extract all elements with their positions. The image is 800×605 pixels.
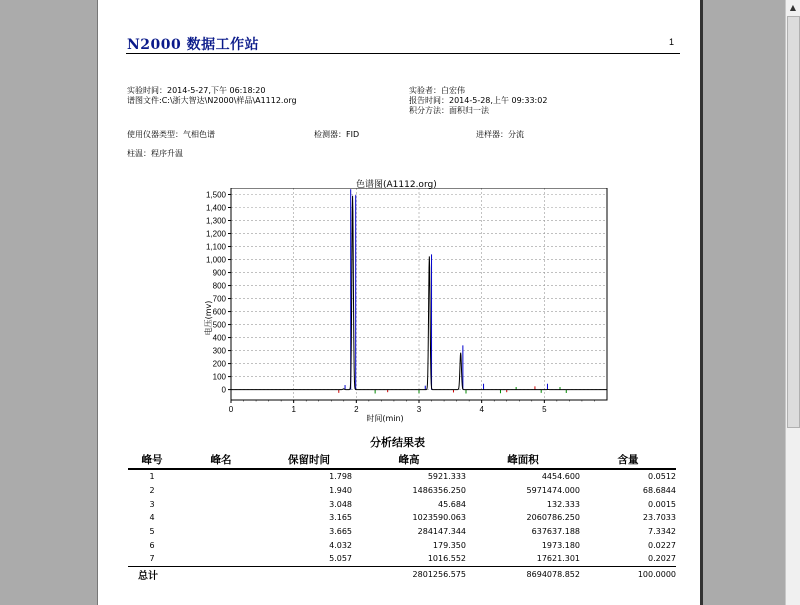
table-cell: 3.165: [329, 513, 352, 523]
table-cell: 5971474.000: [526, 486, 580, 496]
table-cell: 45.684: [438, 499, 466, 509]
table-cell: [176, 469, 266, 484]
table-cell: 7.3342: [648, 527, 676, 537]
table-cell: 3.048: [329, 499, 352, 509]
table-cell: 4: [149, 513, 155, 523]
results-table: [128, 451, 676, 582]
table-cell: [176, 484, 266, 498]
column-header: 含量: [580, 451, 676, 469]
table-cell: 637637.188: [531, 527, 580, 537]
instrument-type: 使用仪器类型：气相色谱: [127, 130, 215, 139]
y-tick-label: 1,100: [205, 242, 226, 252]
table-cell: 284147.344: [417, 527, 466, 537]
y-tick-label: 900: [212, 268, 226, 278]
table-cell: 5.057: [329, 554, 352, 564]
table-cell: 4.032: [329, 540, 352, 550]
x-tick-label: 0: [228, 405, 234, 414]
table-cell: [176, 497, 266, 511]
table-cell: 68.6844: [642, 486, 676, 496]
y-tick-label: 1,000: [205, 255, 226, 265]
report-page: [97, 0, 701, 605]
y-tick-label: 1,300: [205, 216, 226, 226]
chart-grid: [231, 188, 607, 400]
column-header: 保留时间: [266, 451, 352, 469]
table-cell: 6: [149, 540, 155, 550]
y-axis-label: 电压(mv): [204, 300, 213, 336]
header-divider: [126, 53, 680, 54]
x-tick-label: 3: [416, 405, 422, 414]
integration-method: 积分方法：面积归一法: [409, 106, 489, 115]
table-cell: 23.7033: [642, 513, 676, 523]
table-cell: 2060786.250: [526, 513, 580, 523]
total-cell: [266, 566, 352, 582]
table-cell: 179.350: [432, 540, 466, 550]
y-axis-ticks: [206, 191, 231, 395]
chromatogram-chart: [197, 188, 617, 428]
y-tick-label: 700: [212, 294, 226, 304]
table-cell: [176, 511, 266, 525]
column-temp: 柱温：程序升温: [127, 149, 183, 158]
table-cell: [176, 538, 266, 552]
table-cell: 1973.180: [541, 540, 580, 550]
y-tick-label: 1,400: [205, 203, 226, 213]
y-tick-label: 800: [212, 281, 226, 291]
table-cell: 1023590.063: [412, 513, 466, 523]
exp-time: 实验时间：2014-5-27,下午 06:18:20: [127, 86, 266, 95]
detector: 检测器：FID: [314, 130, 360, 139]
total-cell: 总计: [128, 566, 176, 582]
table-row: [128, 525, 676, 539]
experimenter: 实验者：白宏伟: [409, 86, 465, 95]
report-title: N2000 数据工作站: [127, 37, 260, 53]
table-cell: 1016.552: [427, 554, 466, 564]
injector: 进样器：分流: [476, 130, 524, 139]
y-tick-label: 300: [212, 346, 226, 356]
table-cell: [176, 525, 266, 539]
total-cell: 100.0000: [580, 566, 676, 582]
total-cell: 8694078.852: [466, 566, 580, 582]
page-number: 1: [669, 37, 675, 47]
table-cell: 3: [149, 499, 155, 509]
column-header: 峰高: [352, 451, 466, 469]
report-time: 报告时间：2014-5-28,上午 09:33:02: [409, 96, 548, 105]
vertical-scrollbar[interactable]: [785, 0, 800, 605]
x-tick-label: 5: [542, 405, 547, 414]
table-cell: 1.798: [329, 472, 352, 482]
total-row: [128, 566, 676, 582]
table-cell: 0.0227: [648, 540, 676, 550]
table-cell: 0.0512: [648, 472, 676, 482]
table-cell: 4454.600: [541, 472, 580, 482]
results-title: 分析结果表: [370, 436, 425, 449]
scroll-up-arrow-icon[interactable]: ▲: [789, 3, 797, 12]
total-cell: 2801256.575: [352, 566, 466, 582]
scrollbar-thumb[interactable]: [787, 16, 800, 428]
table-cell: [176, 552, 266, 566]
table-row: [128, 538, 676, 552]
total-cell: [176, 566, 266, 582]
x-axis-ticks: [229, 400, 595, 414]
table-cell: 7: [149, 554, 155, 564]
chart-title: 色谱图(A1112.org): [356, 180, 437, 190]
table-row: [128, 552, 676, 566]
table-cell: 17621.301: [536, 554, 580, 564]
table-cell: 3.665: [329, 527, 352, 537]
peak-markers: [339, 189, 566, 393]
y-tick-label: 0: [221, 385, 226, 395]
table-cell: 1: [149, 472, 155, 482]
results-header-row: [128, 451, 676, 469]
table-cell: 132.333: [546, 499, 580, 509]
y-tick-label: 1,500: [205, 190, 226, 200]
table-cell: 1486356.250: [412, 486, 466, 496]
y-tick-label: 500: [212, 320, 226, 330]
x-axis-label: 时间(min): [366, 414, 404, 423]
table-cell: 5: [149, 527, 155, 537]
column-header: 峰名: [176, 451, 266, 469]
table-row: [128, 469, 676, 484]
spectrum-file: 谱图文件:C:\浙大智达\N2000\样品\A1112.org: [127, 96, 297, 105]
y-tick-label: 1,200: [205, 229, 226, 239]
y-tick-label: 200: [212, 359, 226, 369]
table-cell: 2: [149, 486, 155, 496]
table-cell: 0.2027: [648, 554, 676, 564]
x-tick-label: 1: [291, 405, 296, 414]
x-tick-label: 2: [354, 405, 359, 414]
table-row: [128, 484, 676, 498]
y-tick-label: 600: [212, 307, 226, 317]
column-header: 峰面积: [466, 451, 580, 469]
table-cell: 1.940: [329, 486, 352, 496]
table-cell: 0.0015: [648, 499, 676, 509]
column-header: 峰号: [128, 451, 176, 469]
page-edge-shadow: [700, 0, 703, 605]
table-cell: 5921.333: [427, 472, 466, 482]
table-row: [128, 511, 676, 525]
x-tick-label: 4: [479, 405, 484, 414]
y-tick-label: 400: [212, 333, 226, 343]
table-row: [128, 497, 676, 511]
y-tick-label: 100: [212, 372, 226, 382]
